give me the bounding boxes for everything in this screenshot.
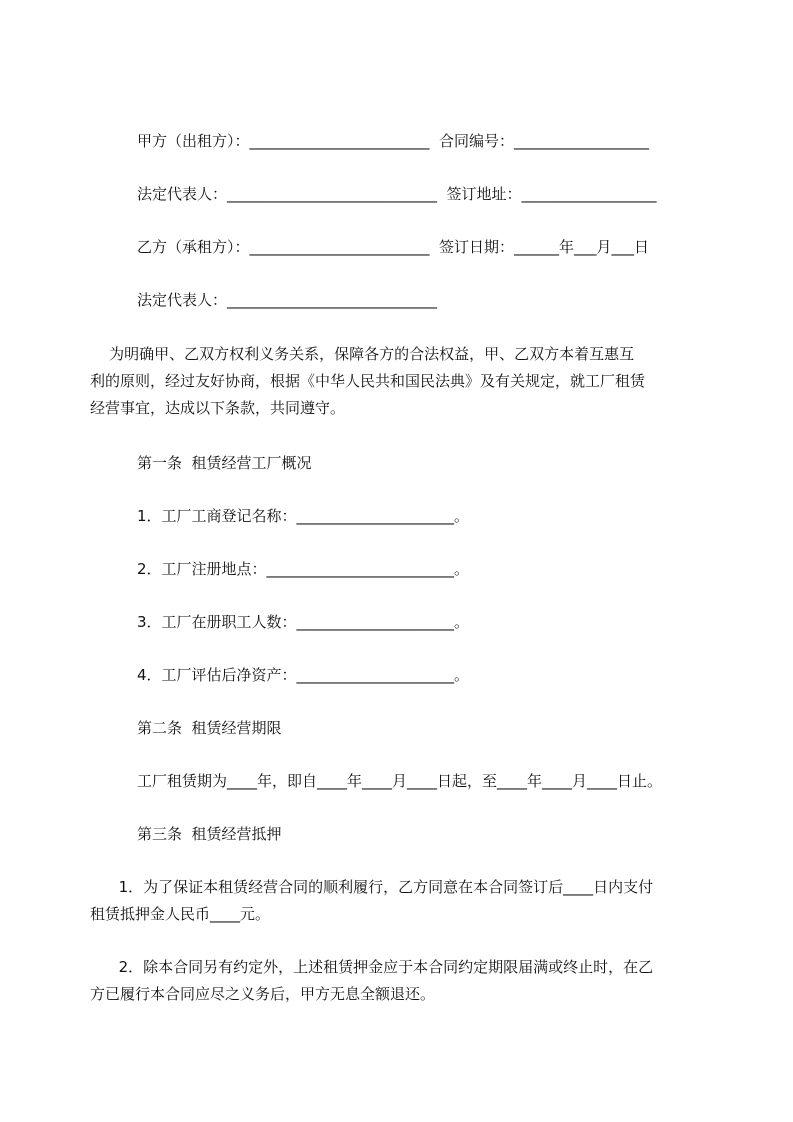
article-3-item-1-line-1: 1．为了保证本租赁经营合同的顺利履行，乙方同意在本合同签订后____日内支付 [90, 878, 654, 896]
article-1-item-2: 2．工厂注册地点：_________________________。 [137, 560, 470, 578]
representative-line-1: 法定代表人：____________________________ 签订地址：__________________ [137, 185, 657, 203]
article-3-item-2-line-2: 方已履行本合同应尽之义务后，甲方无息全额退还。 [90, 985, 436, 1003]
article-1-title: 第一条 租赁经营工厂概况 [137, 454, 312, 472]
article-3-title: 第三条 租赁经营抵押 [137, 825, 282, 843]
article-1-item-1: 1．工厂工商登记名称：_____________________。 [137, 507, 470, 525]
article-2-text: 工厂租赁期为____年，即自____年____月____日起，至____年____月____日止。 [137, 772, 663, 790]
intro-line-3: 经营事宜，达成以下条款，共同遵守。 [90, 399, 346, 417]
article-3-item-1 [90, 877, 702, 924]
intro-line-1: 为明确甲、乙双方权利义务关系，保障各方的合法权益，甲、乙双方本着互惠互 [90, 345, 635, 363]
representative-line-2: 法定代表人：____________________________ [137, 291, 438, 309]
lessee-line: 乙方（承租方）：________________________ 签订日期：______年___月___日 [137, 238, 650, 256]
article-1-item-3: 3．工厂在册职工人数：_____________________。 [137, 613, 470, 631]
article-3-item-1-line-2: 租赁抵押金人民币____元。 [90, 905, 271, 923]
lessor-line: 甲方（出租方）：________________________ 合同编号：__________________ [137, 132, 650, 150]
article-3-item-2 [90, 957, 702, 1004]
intro-line-2: 利的原则，经过友好协商，根据《中华人民共和国民法典》及有关规定，就工厂租赁 [90, 372, 646, 390]
article-1-item-4: 4．工厂评估后净资产：_____________________。 [137, 666, 470, 684]
intro-paragraph [90, 344, 702, 418]
article-3-item-2-line-1: 2．除本合同另有约定外，上述租赁押金应于本合同约定期限届满或终止时，在乙 [90, 958, 654, 976]
article-2-title: 第二条 租赁经营期限 [137, 719, 282, 737]
